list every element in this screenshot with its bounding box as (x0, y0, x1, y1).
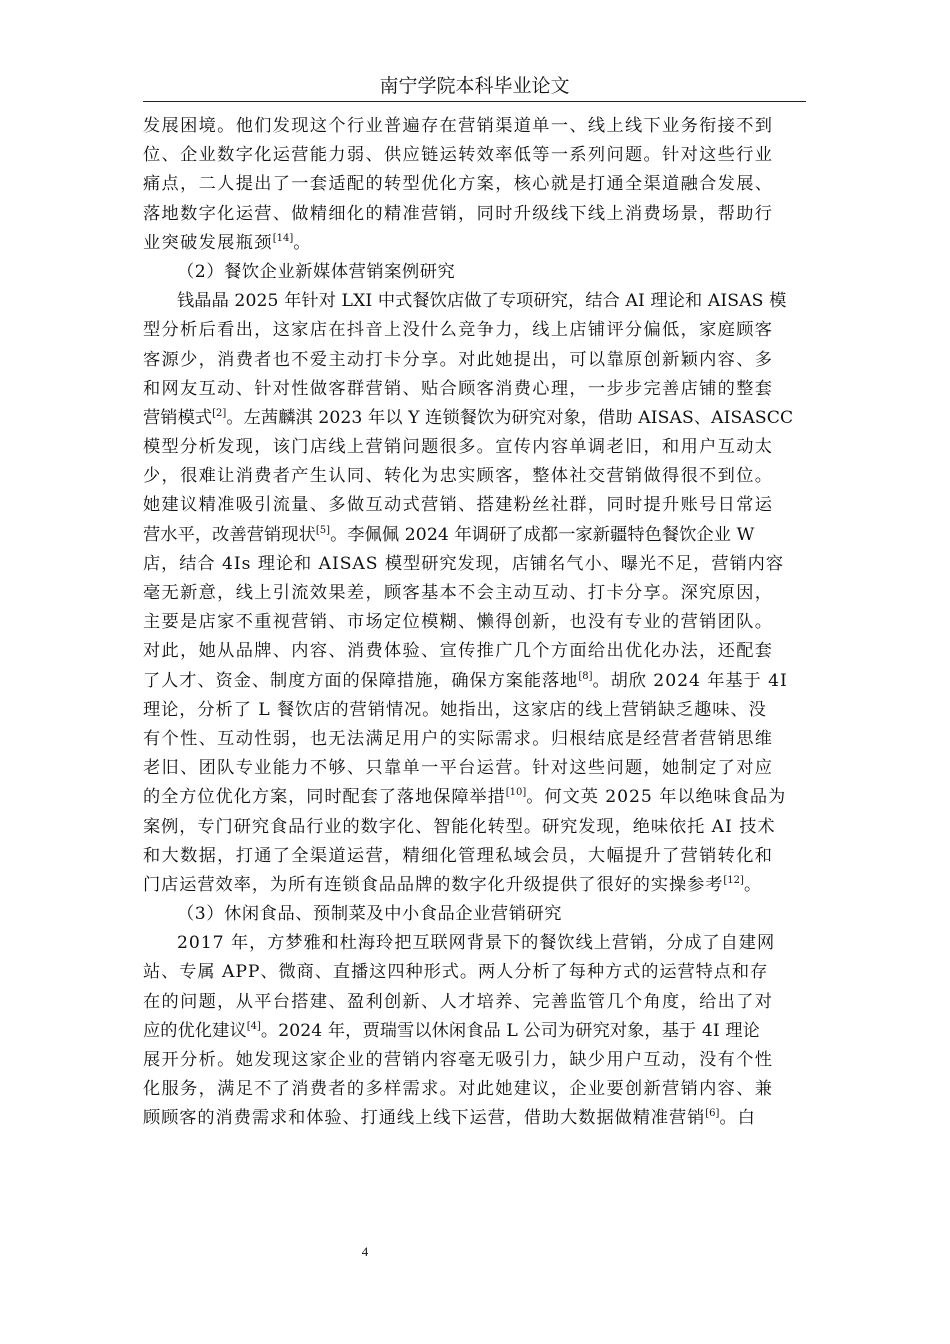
text-line: 顾顾客的消费需求和体验、打通线上线下运营，借助大数据做精准营销[6]。白 (143, 1108, 756, 1129)
text-line: 理论，分析了 L 餐饮店的营销情况。她指出，这家店的线上营销缺乏趣味、没 (143, 699, 767, 720)
text-line: 2017 年，方梦雅和杜海玲把互联网背景下的餐饮线上营销，分成了自建网 (177, 933, 776, 954)
text-line: 和网友互动、针对性做客群营销、贴合顾客消费心理，一步步完善店铺的整套 (143, 378, 774, 399)
text-line: 营水平，改善营销现状[5]。李佩佩 2024 年调研了成都一家新疆特色餐饮企业 W (143, 524, 755, 545)
section-subheading: （3）休闲食品、预制菜及中小食品企业营销研究 (177, 904, 563, 925)
text-line: 毫无新意，线上引流效果差，顾客基本不会主动互动、打卡分享。深究原因， (143, 583, 774, 603)
text-line: 少，很难让消费者产生认同、转化为忠实顾客，整体社交营销做得很不到位。 (143, 466, 774, 487)
text-line: 客源少，消费者也不爱主动打卡分享。对此她提出，可以靠原创新颖内容、多 (143, 349, 774, 370)
citation: [2] (212, 407, 227, 419)
text-line: 钱晶晶 2025 年针对 LXI 中式餐饮店做了专项研究，结合 AI 理论和 AISAS 模 (177, 291, 787, 312)
text-line: 展开分析。她发现这家企业的营销内容毫无吸引力，缺少用户互动，没有个性 (143, 1050, 774, 1070)
text-line: 业突破发展瓶颈[14]。 (143, 232, 312, 253)
text-line: 了人才、资金、制度方面的保障措施，确保方案能落地[8]。胡欣 2024 年基于 4I (143, 670, 788, 691)
citation: [8] (578, 670, 593, 682)
text-line: 模型分析发现，该门店线上营销问题很多。宣传内容单调老旧，和用户互动太 (143, 437, 774, 458)
text-line: 门店运营效率，为所有连锁食品品牌的数字化升级提供了很好的实操参考[12]。 (143, 874, 763, 895)
running-header: 南宁学院本科毕业论文 (379, 75, 570, 97)
citation: [4] (246, 1020, 261, 1032)
text-line: 对此，她从品牌、内容、消费体验、宣传推广几个方面给出优化办法，还配套 (143, 641, 774, 662)
text-line: 位、企业数字化运营能力弱、供应链运转效率低等一系列问题。针对这些行业 (143, 145, 774, 166)
section-subheading: （2）餐饮企业新媒体营销案例研究 (177, 261, 456, 282)
text-line: 有个性、互动性弱，也无法满足用户的实际需求。归根结底是经营者营销思维 (143, 728, 774, 749)
text-line: 老旧、团队专业能力不够、只靠单一平台运营。针对这些问题，她制定了对应 (143, 758, 774, 779)
text-line: 在的问题，从平台搭建、盈利创新、人才培养、完善监管几个角度，给出了对 (143, 991, 774, 1012)
text-line: 发展困境。他们发现这个行业普遍存在营销渠道单一、线上线下业务衔接不到 (143, 116, 774, 136)
citation: [10] (505, 787, 527, 799)
citation: [5] (315, 524, 331, 536)
text-line: 落地数字化运营、做精细化的精准营销，同时升级线下线上消费场景，帮助行 (143, 203, 774, 224)
page-number: 4 (361, 1244, 369, 1259)
text-line: 化服务，满足不了消费者的多样需求。对此她建议，企业要创新营销内容、兼 (143, 1079, 774, 1100)
text-line: 她建议精准吸引流量、多做互动式营销、搭建粉丝社群，同时提升账号日常运 (143, 495, 774, 516)
body-text (143, 112, 808, 1134)
citation: [6] (705, 1108, 720, 1120)
text-line: 营销模式[2]。左茜麟淇 2023 年以 Y 连锁餐饮为研究对象，借助 AISAS、AISASCC (143, 407, 794, 428)
text-line: 应的优化建议[4]。2024 年，贾瑞雪以休闲食品 L 公司为研究对象，基于 4I 理论 (143, 1020, 760, 1041)
text-line: 的全方位优化方案，同时配套了落地保障举措[10]。何文英 2025 年以绝味食品为 (143, 787, 787, 808)
text-line: 店，结合 4Is 理论和 AISAS 模型研究发现，店铺名气小、曝光不足，营销内容 (143, 553, 784, 574)
citation: [14] (272, 232, 294, 244)
text-line: 和大数据，打通了全渠道运营，精细化管理私域会员，大幅提升了营销转化和 (143, 845, 774, 866)
text-line: 主要是店家不重视营销、市场定位模糊、懒得创新，也没有专业的营销团队。 (143, 612, 774, 633)
header-rule (143, 101, 806, 102)
text-line: 型分析后看出，这家店在抖音上没什么竞争力，线上店铺评分偏低，家庭顾客 (143, 320, 774, 341)
citation: [12] (723, 874, 744, 886)
text-line: 站、专属 APP、微商、直播这四种形式。两人分析了每种方式的运营特点和存 (143, 962, 769, 983)
text-line: 痛点，二人提出了一套适配的转型优化方案，核心就是打通全渠道融合发展、 (143, 174, 774, 195)
text-line: 案例，专门研究食品行业的数字化、智能化转型。研究发现，绝味依托 AI 技术 (143, 816, 776, 837)
